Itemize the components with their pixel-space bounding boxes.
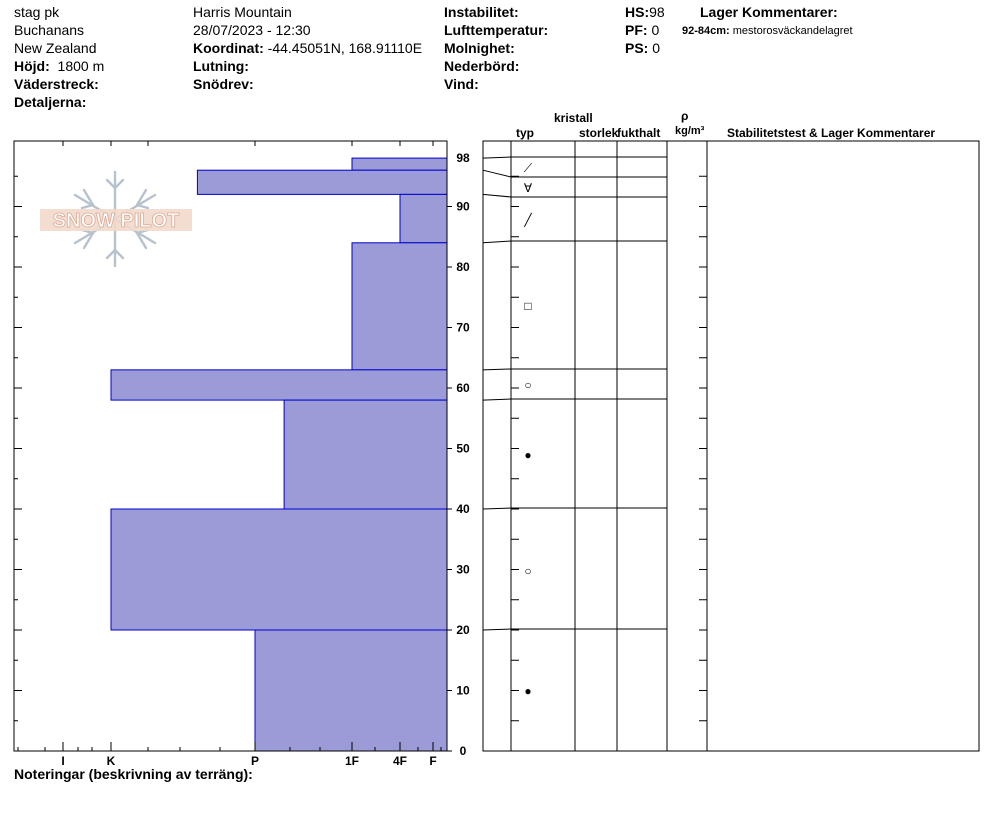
location-name: Harris Mountain [193, 4, 292, 20]
layer-comments-label: Lager Kommentarer: [700, 4, 838, 20]
hardness-bar-1 [197, 170, 447, 194]
layer-connector-6 [483, 508, 511, 509]
ps-label: PS: [625, 40, 649, 56]
density-symbol-header: ρ [681, 109, 689, 123]
depth-label-20: 20 [456, 623, 470, 637]
layer-connector-1 [483, 170, 511, 177]
hardness-bar-2 [400, 194, 447, 242]
layer-connector-7 [483, 629, 511, 630]
depth-label-90: 90 [456, 199, 470, 214]
coordinate-value: -44.45051N, 168.91110E [267, 40, 423, 56]
coordinate-label: Koordinat: [193, 40, 264, 56]
wind-loading-label: Snödrev: [193, 76, 254, 92]
layer-connector-0 [483, 157, 511, 158]
depth-label-80: 80 [456, 260, 470, 274]
pf-value: 0 [651, 22, 660, 38]
ps-value: 0 [652, 40, 661, 56]
depth-label-60: 60 [456, 381, 470, 395]
grain-symbol-5: ● [524, 448, 532, 462]
hardness-tick-label-2: P [250, 754, 260, 768]
layer-connector-5 [483, 399, 511, 400]
aspect-label: Väderstreck: [14, 76, 99, 92]
slope-label: Lutning: [193, 58, 249, 74]
hardness-plot [14, 141, 470, 768]
layer-comment-range: 92-84cm: [682, 25, 730, 37]
air-temperature-label: Lufttemperatur: [444, 22, 549, 38]
hs-label: HS: [625, 4, 650, 20]
hardness-tick-label-1: K [106, 754, 116, 768]
elevation-label: Höjd: [14, 58, 50, 74]
typ-header: typ [516, 126, 534, 140]
depth-label-70: 70 [456, 320, 470, 335]
snowpilot-logo [40, 172, 192, 266]
hardness-tick-label-4: 4F [392, 754, 408, 768]
grain-symbol-3: □ [524, 299, 532, 313]
logo-text: SNOW PILOT [52, 210, 180, 232]
notes-label: Noteringar (beskrivning av terräng): [14, 766, 253, 782]
layer-connector-2 [483, 194, 511, 197]
country-name: New Zealand [14, 40, 97, 56]
region-name: Buchanans [14, 22, 85, 38]
hs-value: 98 [649, 4, 665, 20]
storlek-header: storlek [579, 126, 619, 140]
grain-symbol-2: ╱ [524, 213, 532, 227]
layer-comment-text: mestorosväckandelagret [732, 25, 853, 37]
details-label: Detaljerna: [14, 94, 87, 110]
hardness-bar-6 [111, 509, 447, 630]
hardness-bar-0 [352, 158, 447, 170]
layer-table-frame [483, 141, 979, 751]
grain-symbol-0: ⟋ [523, 161, 533, 175]
hardness-tick-label-3: 1F [344, 754, 360, 768]
grain-symbol-6: ○ [524, 564, 532, 578]
layer-connector-3 [483, 241, 511, 243]
precipitation-label: Nederbörd: [444, 58, 520, 74]
depth-label-10: 10 [456, 683, 470, 698]
depth-label-50: 50 [456, 441, 470, 456]
grain-symbol-1: ∀ [523, 181, 533, 195]
depth-label-40: 40 [456, 502, 470, 516]
depth-label-30: 30 [456, 562, 470, 577]
depth-label-0: 0 [459, 744, 467, 758]
hardness-tick-label-5: F [429, 754, 437, 768]
depth-label-top: 98 [456, 151, 470, 166]
hardness-bar-5 [284, 400, 447, 509]
hardness-tick-label-0: I [61, 754, 65, 768]
instability-label: Instabilitet: [444, 4, 519, 20]
hardness-bar-3 [352, 243, 447, 370]
observation-datetime: 28/07/2023 - 12:30 [193, 22, 311, 38]
layer-grid [483, 141, 979, 751]
hardness-bar-4 [111, 370, 447, 400]
observer-name: stag pk [14, 4, 60, 20]
kristall-header: kristall [554, 111, 593, 125]
layer-connector-4 [483, 369, 511, 370]
stability-header: Stabilitetstest & Lager Kommentarer [727, 126, 936, 140]
sky-cover-label: Molnighet: [444, 40, 515, 56]
grain-symbol-7: ● [524, 684, 532, 698]
grain-symbol-4: ○ [524, 378, 532, 392]
fukthalt-header: fukthalt [617, 126, 661, 140]
hardness-bar-7 [255, 630, 447, 751]
pf-label: PF: [625, 22, 648, 38]
density-unit-header: kg/m³ [675, 125, 705, 137]
elevation-value: 1800 m [57, 58, 105, 74]
wind-label: Vind: [444, 76, 479, 92]
